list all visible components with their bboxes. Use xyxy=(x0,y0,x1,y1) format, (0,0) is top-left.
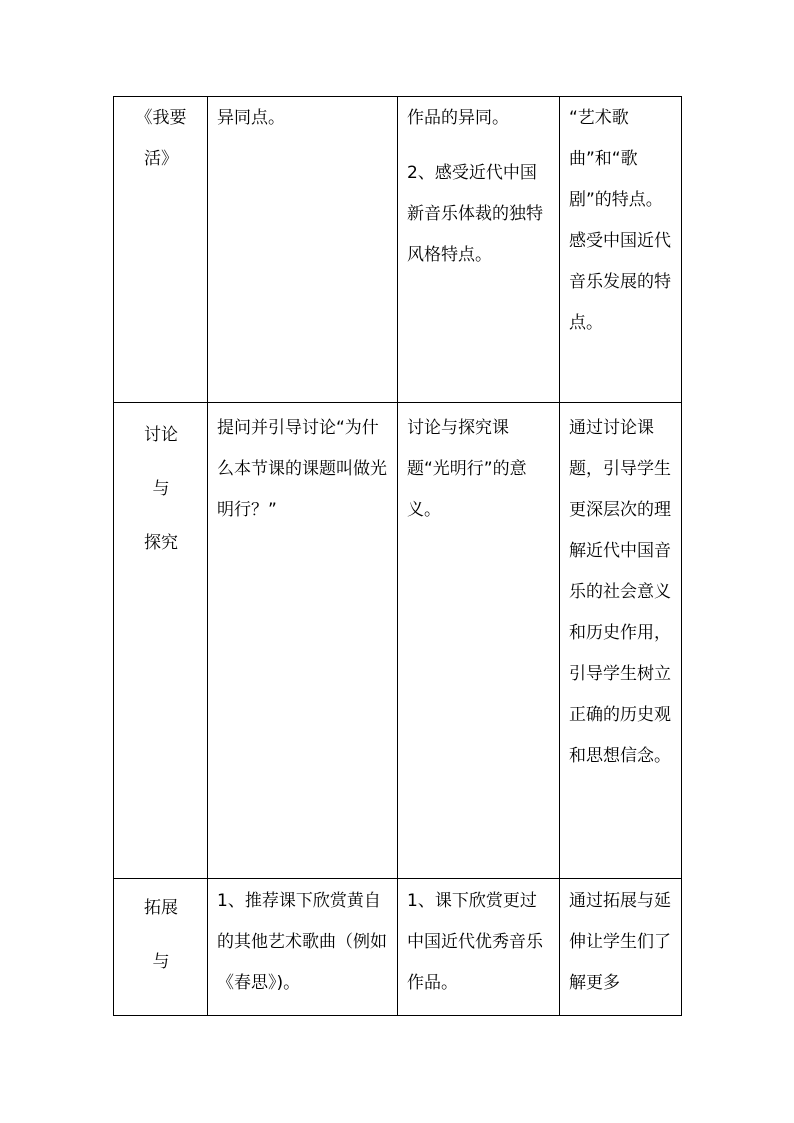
student-activity-text: 讨论与探究课题“光明行”的意义。 xyxy=(407,418,527,520)
stage-text: 与 xyxy=(152,952,170,972)
student-activity-cell xyxy=(398,97,560,403)
student-activity-text: 作品的异同。 xyxy=(407,108,509,128)
teacher-activity-cell xyxy=(208,403,398,879)
stage-cell xyxy=(114,97,208,403)
design-intent-cell xyxy=(560,879,682,1016)
teacher-activity-text: 异同点。 xyxy=(217,108,285,128)
student-activity-text: 1、课下欣赏更过中国近代优秀音乐作品。 xyxy=(407,891,543,993)
design-intent-text: “艺术歌曲”和“歌剧”的特点。感受中国近代音乐发展的特点。 xyxy=(569,108,671,333)
stage-text: 拓展 xyxy=(144,898,178,918)
stage-cell xyxy=(114,403,208,879)
teacher-activity-text: 1、推荐课下欣赏黄自的其他艺术歌曲（例如《春思》)。 xyxy=(217,891,387,993)
teacher-activity-cell xyxy=(208,97,398,403)
stage-text: 探究 xyxy=(144,533,178,553)
stage-text: 《我要 xyxy=(135,108,187,128)
design-intent-text: 通过讨论课题，引导学生更深层次的理解近代中国音乐的社会意义和历史作用，引导学生树立正确的历史观和思想信念。 xyxy=(569,418,671,766)
student-activity-cell xyxy=(398,879,560,1016)
stage-text: 与 xyxy=(152,479,170,499)
stage-text: 讨论 xyxy=(144,425,178,445)
lesson-plan-table xyxy=(113,96,682,1016)
design-intent-cell xyxy=(560,97,682,403)
teacher-activity-cell xyxy=(208,879,398,1016)
stage-cell xyxy=(114,879,208,1016)
stage-text: 活》 xyxy=(144,149,178,169)
teacher-activity-text: 提问并引导讨论“为什么本节课的课题叫做光明行？” xyxy=(217,418,387,520)
design-intent-text: 通过拓展与延伸让学生们了解更多 xyxy=(569,891,671,993)
student-activity-text: 2、感受近代中国新音乐体裁的独特风格特点。 xyxy=(407,163,543,265)
design-intent-cell xyxy=(560,403,682,879)
student-activity-cell xyxy=(398,403,560,879)
table-row xyxy=(114,97,682,403)
table-row xyxy=(114,879,682,1016)
table-row xyxy=(114,403,682,879)
